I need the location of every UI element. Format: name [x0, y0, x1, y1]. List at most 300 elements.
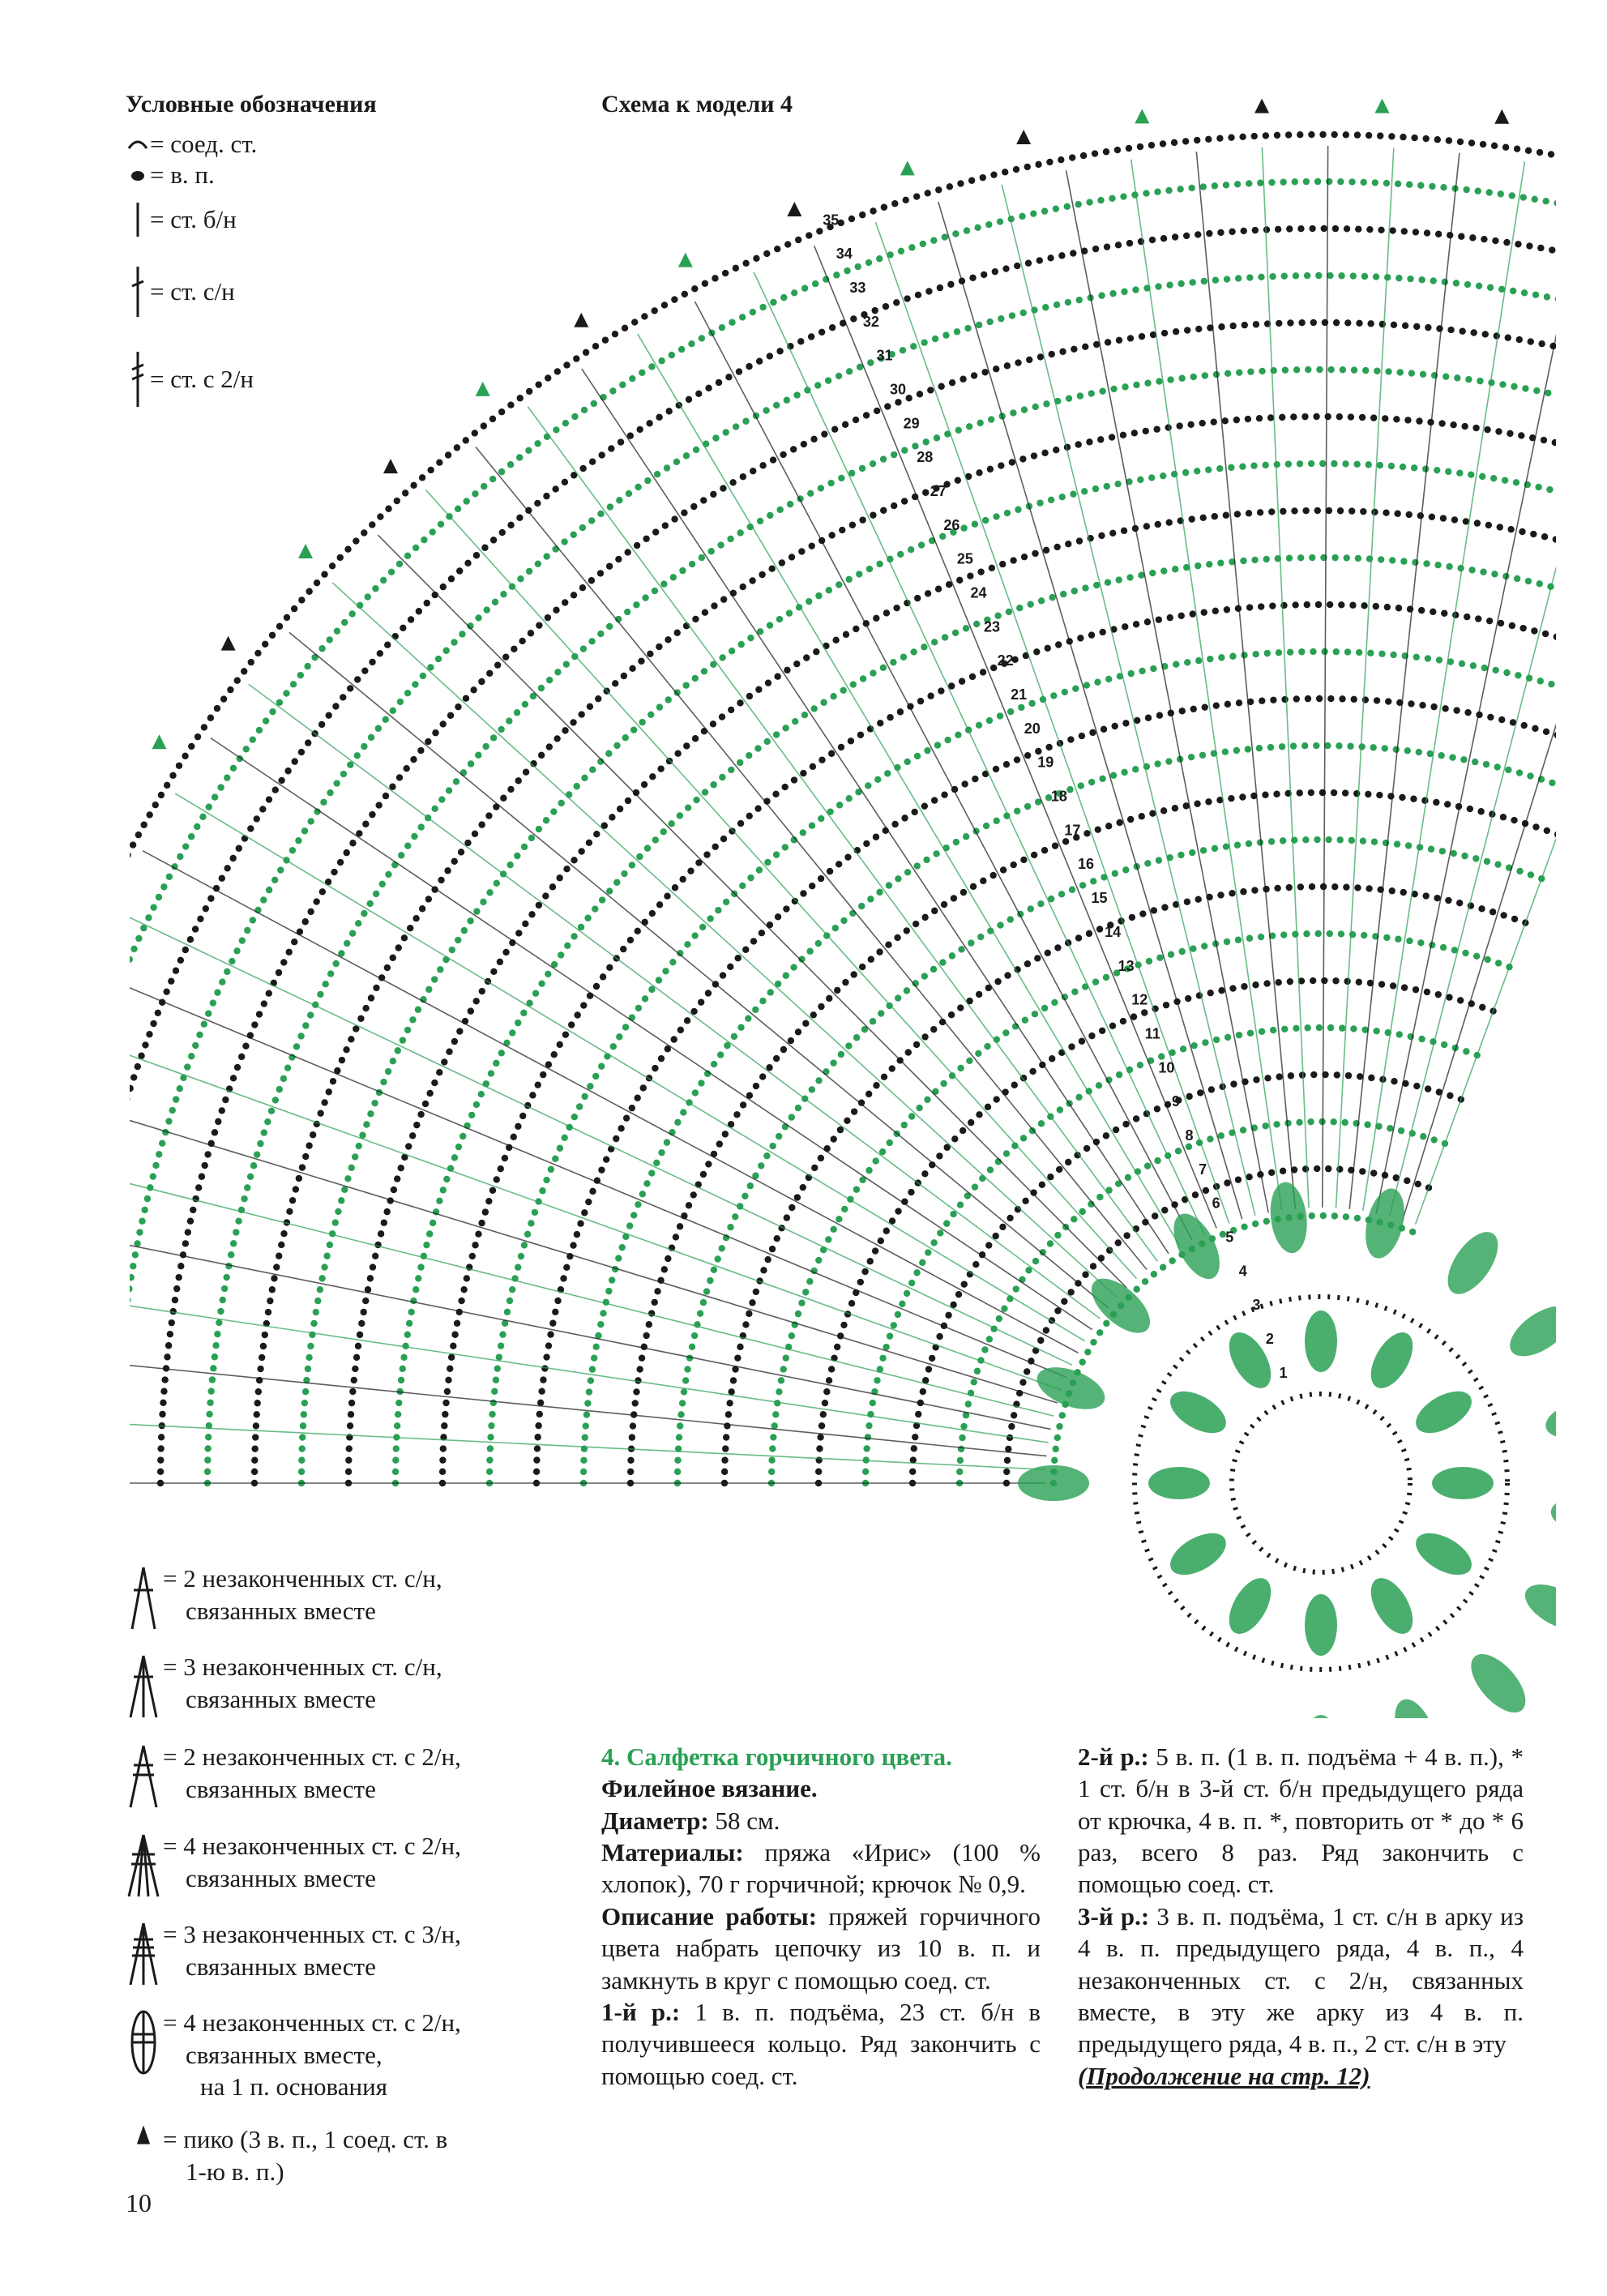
chain-dot	[1532, 823, 1539, 830]
stitch-column	[582, 369, 1169, 1254]
chain-dot	[415, 1007, 421, 1013]
chain-dot	[1149, 570, 1156, 576]
chain-dot	[688, 340, 695, 347]
chain-dot	[711, 602, 717, 609]
chain-dot	[801, 712, 808, 718]
chain-dot	[1354, 131, 1361, 138]
chain-dot	[612, 331, 618, 337]
chain-dot	[1320, 1212, 1327, 1219]
chain-dot	[993, 818, 999, 824]
chain-dot	[1230, 1080, 1237, 1087]
chain-dot	[431, 976, 438, 982]
chain-dot	[683, 452, 690, 459]
chain-dot	[1054, 1232, 1061, 1238]
chain-dot	[1314, 178, 1321, 185]
chain-dot	[348, 1400, 355, 1406]
chain-dot	[859, 516, 865, 523]
chain-dot	[984, 1043, 990, 1050]
chain-dot	[719, 654, 725, 661]
chain-dot	[1083, 830, 1090, 836]
chain-dot	[746, 693, 753, 699]
chain-dot	[1549, 780, 1555, 786]
chain-dot	[488, 1070, 494, 1076]
stitch-column	[875, 222, 1229, 1223]
legend-group-line: = 3 незаконченных ст. с/н,	[163, 1653, 442, 1681]
chain-dot	[280, 959, 287, 965]
chain-dot	[455, 1144, 462, 1150]
chain-dot	[327, 970, 334, 977]
chain-dot	[243, 746, 250, 752]
chain-dot	[1475, 615, 1481, 622]
chain-dot	[1359, 414, 1366, 421]
article-continuation[interactable]: (Продолжение на стр. 12)	[1078, 2061, 1370, 2090]
chain-dot	[335, 1208, 341, 1215]
chain-dot	[1280, 837, 1286, 844]
chain-dot	[844, 1118, 850, 1124]
chain-dot	[1332, 977, 1339, 984]
chain-dot	[756, 358, 763, 365]
chain-dot	[1394, 840, 1400, 847]
chain-dot	[913, 1041, 920, 1048]
chain-dot	[1394, 511, 1400, 517]
chain-dot	[1400, 889, 1407, 896]
picot-mark	[298, 544, 313, 558]
chain-dot	[528, 1220, 534, 1226]
chain-dot	[1544, 827, 1550, 834]
chain-dot	[1456, 900, 1463, 906]
chain-dot	[739, 883, 746, 889]
chain-dot	[938, 687, 944, 694]
chain-dot	[1441, 610, 1447, 617]
chain-dot	[494, 1365, 501, 1371]
chain-dot	[671, 296, 677, 302]
chain-dot	[693, 447, 699, 453]
chain-dot	[404, 553, 411, 559]
stitch-column	[638, 334, 1181, 1246]
chain-dot	[737, 699, 743, 706]
chain-dot	[1348, 178, 1355, 185]
chain-dot	[757, 518, 763, 524]
chain-dot	[563, 661, 570, 667]
chain-dot	[825, 1236, 831, 1242]
chain-dot	[365, 593, 371, 600]
chain-dot	[723, 429, 729, 435]
chain-dot	[1442, 279, 1448, 285]
chain-dot	[230, 1075, 237, 1081]
chain-dot	[1293, 366, 1300, 373]
chain-dot	[548, 1166, 554, 1173]
chain-dot	[904, 759, 910, 765]
chain-dot	[1241, 652, 1247, 658]
chain-dot	[1269, 602, 1276, 609]
chain-dot	[956, 577, 963, 584]
chain-dot	[1477, 808, 1484, 815]
chain-dot	[972, 1261, 979, 1268]
chain-dot	[780, 1366, 787, 1372]
chain-dot	[553, 735, 560, 742]
chain-dot	[145, 914, 152, 921]
chain-dot	[1284, 1120, 1291, 1127]
chain-dot	[253, 1422, 259, 1429]
chain-dot	[468, 1007, 474, 1014]
chain-dot	[1325, 836, 1331, 843]
chain-dot	[1105, 339, 1111, 345]
chain-dot	[1480, 569, 1486, 575]
chain-dot	[586, 1388, 592, 1395]
chain-dot	[793, 391, 800, 398]
chain-dot	[297, 1033, 304, 1039]
picot-mark	[1494, 109, 1509, 124]
chain-dot	[800, 829, 806, 836]
chain-dot	[289, 1197, 296, 1204]
chain-dot	[606, 623, 613, 630]
chain-dot	[664, 893, 670, 900]
chain-dot	[658, 357, 665, 364]
chain-dot	[1473, 953, 1480, 960]
chain-dot	[746, 1310, 752, 1317]
chain-dot	[1342, 460, 1348, 467]
row-number: 35	[823, 212, 840, 229]
chain-dot	[798, 1300, 805, 1306]
chain-dot	[997, 712, 1003, 719]
chain-dot	[865, 782, 871, 789]
chain-dot	[769, 1246, 776, 1252]
chain-dot	[1457, 997, 1464, 1003]
chain-dot	[920, 1388, 926, 1395]
chain-dot	[425, 738, 431, 745]
chain-dot	[400, 1354, 407, 1361]
chain-dot	[1236, 1032, 1242, 1038]
row-number: 32	[862, 313, 879, 330]
chain-dot	[677, 1422, 683, 1429]
chain-dot	[1182, 469, 1189, 476]
chain-dot	[767, 622, 773, 628]
chain-dot	[934, 434, 940, 441]
chain-dot	[409, 1016, 416, 1023]
chain-dot	[849, 522, 856, 528]
chain-dot	[1239, 464, 1246, 470]
chain-dot	[1373, 273, 1379, 280]
chain-dot	[652, 528, 659, 535]
chain-dot	[1471, 329, 1477, 336]
chain-dot	[729, 479, 736, 485]
chain-dot	[323, 981, 329, 987]
chain-dot	[920, 241, 926, 247]
chain-dot	[1007, 1215, 1013, 1221]
chain-dot	[931, 639, 938, 645]
chain-dot	[1177, 280, 1184, 287]
chain-dot	[1031, 452, 1037, 459]
row-number: 23	[984, 618, 1001, 635]
chain-dot	[1083, 682, 1090, 688]
outer-petal	[1359, 1185, 1411, 1263]
chain-dot	[789, 1332, 795, 1339]
chain-dot	[1511, 383, 1517, 390]
chain-dot	[398, 1377, 404, 1383]
chain-dot	[423, 1242, 430, 1248]
chain-dot	[1195, 896, 1202, 903]
chain-dot	[472, 430, 478, 436]
chain-dot	[952, 630, 959, 636]
chain-dot	[284, 767, 291, 774]
chain-dot	[895, 1311, 901, 1318]
chain-dot	[196, 1032, 203, 1038]
chain-dot	[844, 267, 850, 274]
chain-dot	[880, 507, 887, 514]
chain-dot	[846, 795, 853, 802]
chain-dot	[957, 1065, 964, 1071]
chain-dot	[195, 1184, 202, 1191]
chain-dot	[931, 908, 938, 914]
chain-dot	[1464, 281, 1471, 288]
chain-dot	[975, 1050, 981, 1057]
chain-dot	[1341, 1119, 1348, 1126]
chain-dot	[1356, 649, 1362, 656]
row-number: 4	[1238, 1263, 1247, 1280]
chain-dot	[739, 584, 746, 590]
chain-dot	[1281, 696, 1288, 703]
chain-dot	[870, 460, 876, 467]
chain-dot	[885, 942, 891, 948]
chain-dot	[345, 1469, 352, 1475]
chain-dot	[1415, 1181, 1421, 1187]
chain-dot	[1360, 508, 1366, 515]
chain-dot	[981, 272, 987, 278]
chain-dot	[976, 722, 982, 729]
chain-dot	[552, 1156, 558, 1162]
chain-dot	[853, 626, 859, 632]
chain-dot	[1313, 742, 1319, 749]
chain-dot	[1275, 979, 1281, 986]
chain-dot	[1424, 989, 1430, 995]
chain-dot	[1166, 282, 1173, 289]
chain-dot	[580, 1469, 587, 1475]
chain-dot	[682, 291, 688, 297]
chain-dot	[787, 501, 793, 507]
chain-dot	[378, 1230, 384, 1237]
chain-dot	[905, 395, 912, 401]
chain-dot	[1339, 695, 1345, 702]
chain-dot	[958, 946, 964, 952]
chain-dot	[813, 648, 819, 655]
chain-dot	[593, 831, 600, 837]
chain-dot	[1064, 203, 1071, 210]
chain-dot	[449, 947, 455, 953]
chain-dot	[241, 668, 247, 674]
chain-dot	[185, 1229, 191, 1235]
chain-dot	[1511, 817, 1517, 823]
chain-dot	[1393, 416, 1400, 422]
chain-dot	[733, 423, 739, 430]
chain-dot	[291, 758, 297, 764]
chain-dot	[1014, 756, 1020, 763]
chain-dot	[219, 979, 225, 986]
chain-dot	[1275, 226, 1281, 233]
chain-dot	[222, 1097, 229, 1103]
chain-dot	[224, 865, 230, 871]
chain-dot	[152, 1162, 159, 1169]
chain-dot	[940, 1080, 947, 1087]
chain-dot	[641, 313, 648, 319]
chain-dot	[362, 1005, 369, 1011]
chain-dot	[1310, 319, 1317, 326]
chain-dot	[595, 695, 601, 702]
chain-dot	[520, 1010, 527, 1016]
chain-dot	[155, 1010, 161, 1016]
chain-dot	[661, 1266, 668, 1272]
chain-dot	[626, 1222, 633, 1229]
chain-dot	[705, 1161, 712, 1167]
chain-dot	[1498, 716, 1505, 723]
chain-dot	[999, 1224, 1006, 1230]
chain-dot	[1245, 746, 1251, 752]
chain-dot	[1009, 312, 1015, 319]
chain-dot	[247, 825, 254, 832]
chain-dot	[534, 500, 541, 507]
row-number: 14	[1105, 923, 1122, 940]
chain-dot	[1513, 479, 1519, 485]
outer-petal	[1549, 1494, 1556, 1537]
chain-dot	[438, 877, 444, 883]
chain-dot	[1273, 791, 1280, 797]
chain-dot	[1458, 233, 1464, 240]
chain-dot	[963, 833, 969, 840]
chain-dot	[1497, 524, 1503, 530]
chain-dot	[725, 1411, 732, 1417]
chain-dot	[500, 591, 506, 597]
chain-dot	[586, 840, 592, 846]
chain-dot	[924, 1097, 930, 1103]
chain-dot	[446, 1049, 452, 1055]
center-ring	[1232, 1394, 1410, 1572]
chain-dot	[383, 793, 389, 799]
chain-dot	[1229, 985, 1236, 991]
chain-dot	[1257, 839, 1263, 845]
chain-dot	[826, 995, 832, 1002]
chain-dot	[1047, 254, 1054, 261]
chain-dot	[690, 1191, 697, 1198]
chain-dot	[1364, 1122, 1370, 1128]
stitch-column	[425, 490, 1136, 1278]
chain-dot	[563, 866, 570, 872]
chain-dot	[165, 1118, 172, 1124]
chain-dot	[1110, 386, 1117, 392]
chain-dot	[169, 1319, 175, 1326]
chain-dot	[1236, 369, 1242, 375]
chain-dot	[1302, 836, 1309, 843]
chain-dot	[173, 1285, 180, 1292]
chain-dot	[1036, 499, 1043, 506]
chain-dot	[842, 979, 848, 986]
chain-dot	[773, 1055, 780, 1062]
chain-dot	[1143, 428, 1149, 434]
chain-dot	[724, 1422, 730, 1429]
chain-dot	[334, 627, 340, 634]
chain-dot	[652, 1065, 658, 1071]
chain-dot	[698, 1080, 704, 1086]
chain-dot	[587, 1083, 593, 1089]
chain-dot	[259, 1354, 265, 1361]
chain-dot	[1408, 370, 1415, 376]
chain-dot	[417, 1111, 424, 1118]
chain-dot	[1436, 325, 1442, 331]
chain-dot	[1079, 1208, 1086, 1215]
article-description: Описание работы: пряжей горчичного цвета набрать цепочку из 10 в. п. и замкнуть в круг с помощью соед. ст.	[601, 1901, 1041, 1995]
chain-dot	[1109, 195, 1115, 202]
cluster4-tr-icon	[126, 1830, 161, 1900]
chain-dot	[1276, 649, 1282, 656]
chain-dot	[130, 1285, 133, 1292]
chain-dot	[357, 1015, 364, 1022]
chain-dot	[205, 1010, 212, 1016]
chain-dot	[927, 693, 934, 699]
chain-dot	[664, 1139, 670, 1145]
flower-petal	[1409, 1524, 1479, 1584]
chain-dot	[130, 841, 136, 848]
chain-dot	[1351, 366, 1357, 373]
chain-dot	[620, 946, 626, 952]
chain-dot	[1515, 672, 1521, 678]
chain-dot	[1004, 1457, 1011, 1464]
chain-dot	[1032, 404, 1039, 410]
chain-dot	[583, 349, 589, 356]
row-number: 27	[930, 482, 947, 499]
chain-dot	[347, 1422, 353, 1429]
chain-dot	[379, 881, 386, 887]
chain-dot	[385, 871, 391, 878]
chain-dot	[665, 408, 672, 414]
stitch-column	[211, 738, 1095, 1330]
chain-dot	[1354, 884, 1361, 891]
chain-dot	[622, 1024, 629, 1030]
chain-dot	[464, 1275, 470, 1281]
chain-dot	[850, 315, 857, 322]
chain-dot	[1387, 1125, 1393, 1131]
chain-dot	[1099, 1028, 1105, 1034]
chain-dot	[915, 292, 921, 298]
stitch-column	[1196, 152, 1295, 1208]
chain-dot	[1105, 579, 1111, 586]
chain-dot	[1199, 752, 1206, 759]
chain-dot	[1336, 742, 1342, 749]
chain-dot	[1197, 1089, 1203, 1096]
chain-dot	[207, 895, 214, 901]
chain-dot	[830, 1226, 836, 1233]
stitch-column	[814, 246, 1217, 1228]
chain-dot	[597, 631, 604, 637]
chain-dot	[375, 802, 382, 808]
chain-dot	[536, 622, 542, 628]
chain-dot	[599, 896, 605, 903]
chain-dot	[737, 1344, 743, 1350]
chain-dot	[597, 1321, 604, 1328]
chain-dot	[1163, 1002, 1169, 1008]
chain-dot	[385, 1068, 391, 1075]
chain-dot	[146, 1031, 152, 1037]
chain-dot	[578, 711, 584, 717]
chain-dot	[986, 1336, 993, 1342]
chain-dot	[873, 1157, 879, 1164]
chain-dot	[1268, 1169, 1275, 1176]
chain-dot	[759, 304, 766, 310]
chain-dot	[990, 171, 997, 177]
chain-dot	[832, 637, 839, 643]
legend-label: = ст. с/н	[150, 277, 235, 306]
chain-dot	[302, 918, 309, 925]
chain-dot	[1082, 344, 1088, 350]
chain-dot	[201, 724, 207, 730]
chain-dot	[858, 903, 865, 909]
